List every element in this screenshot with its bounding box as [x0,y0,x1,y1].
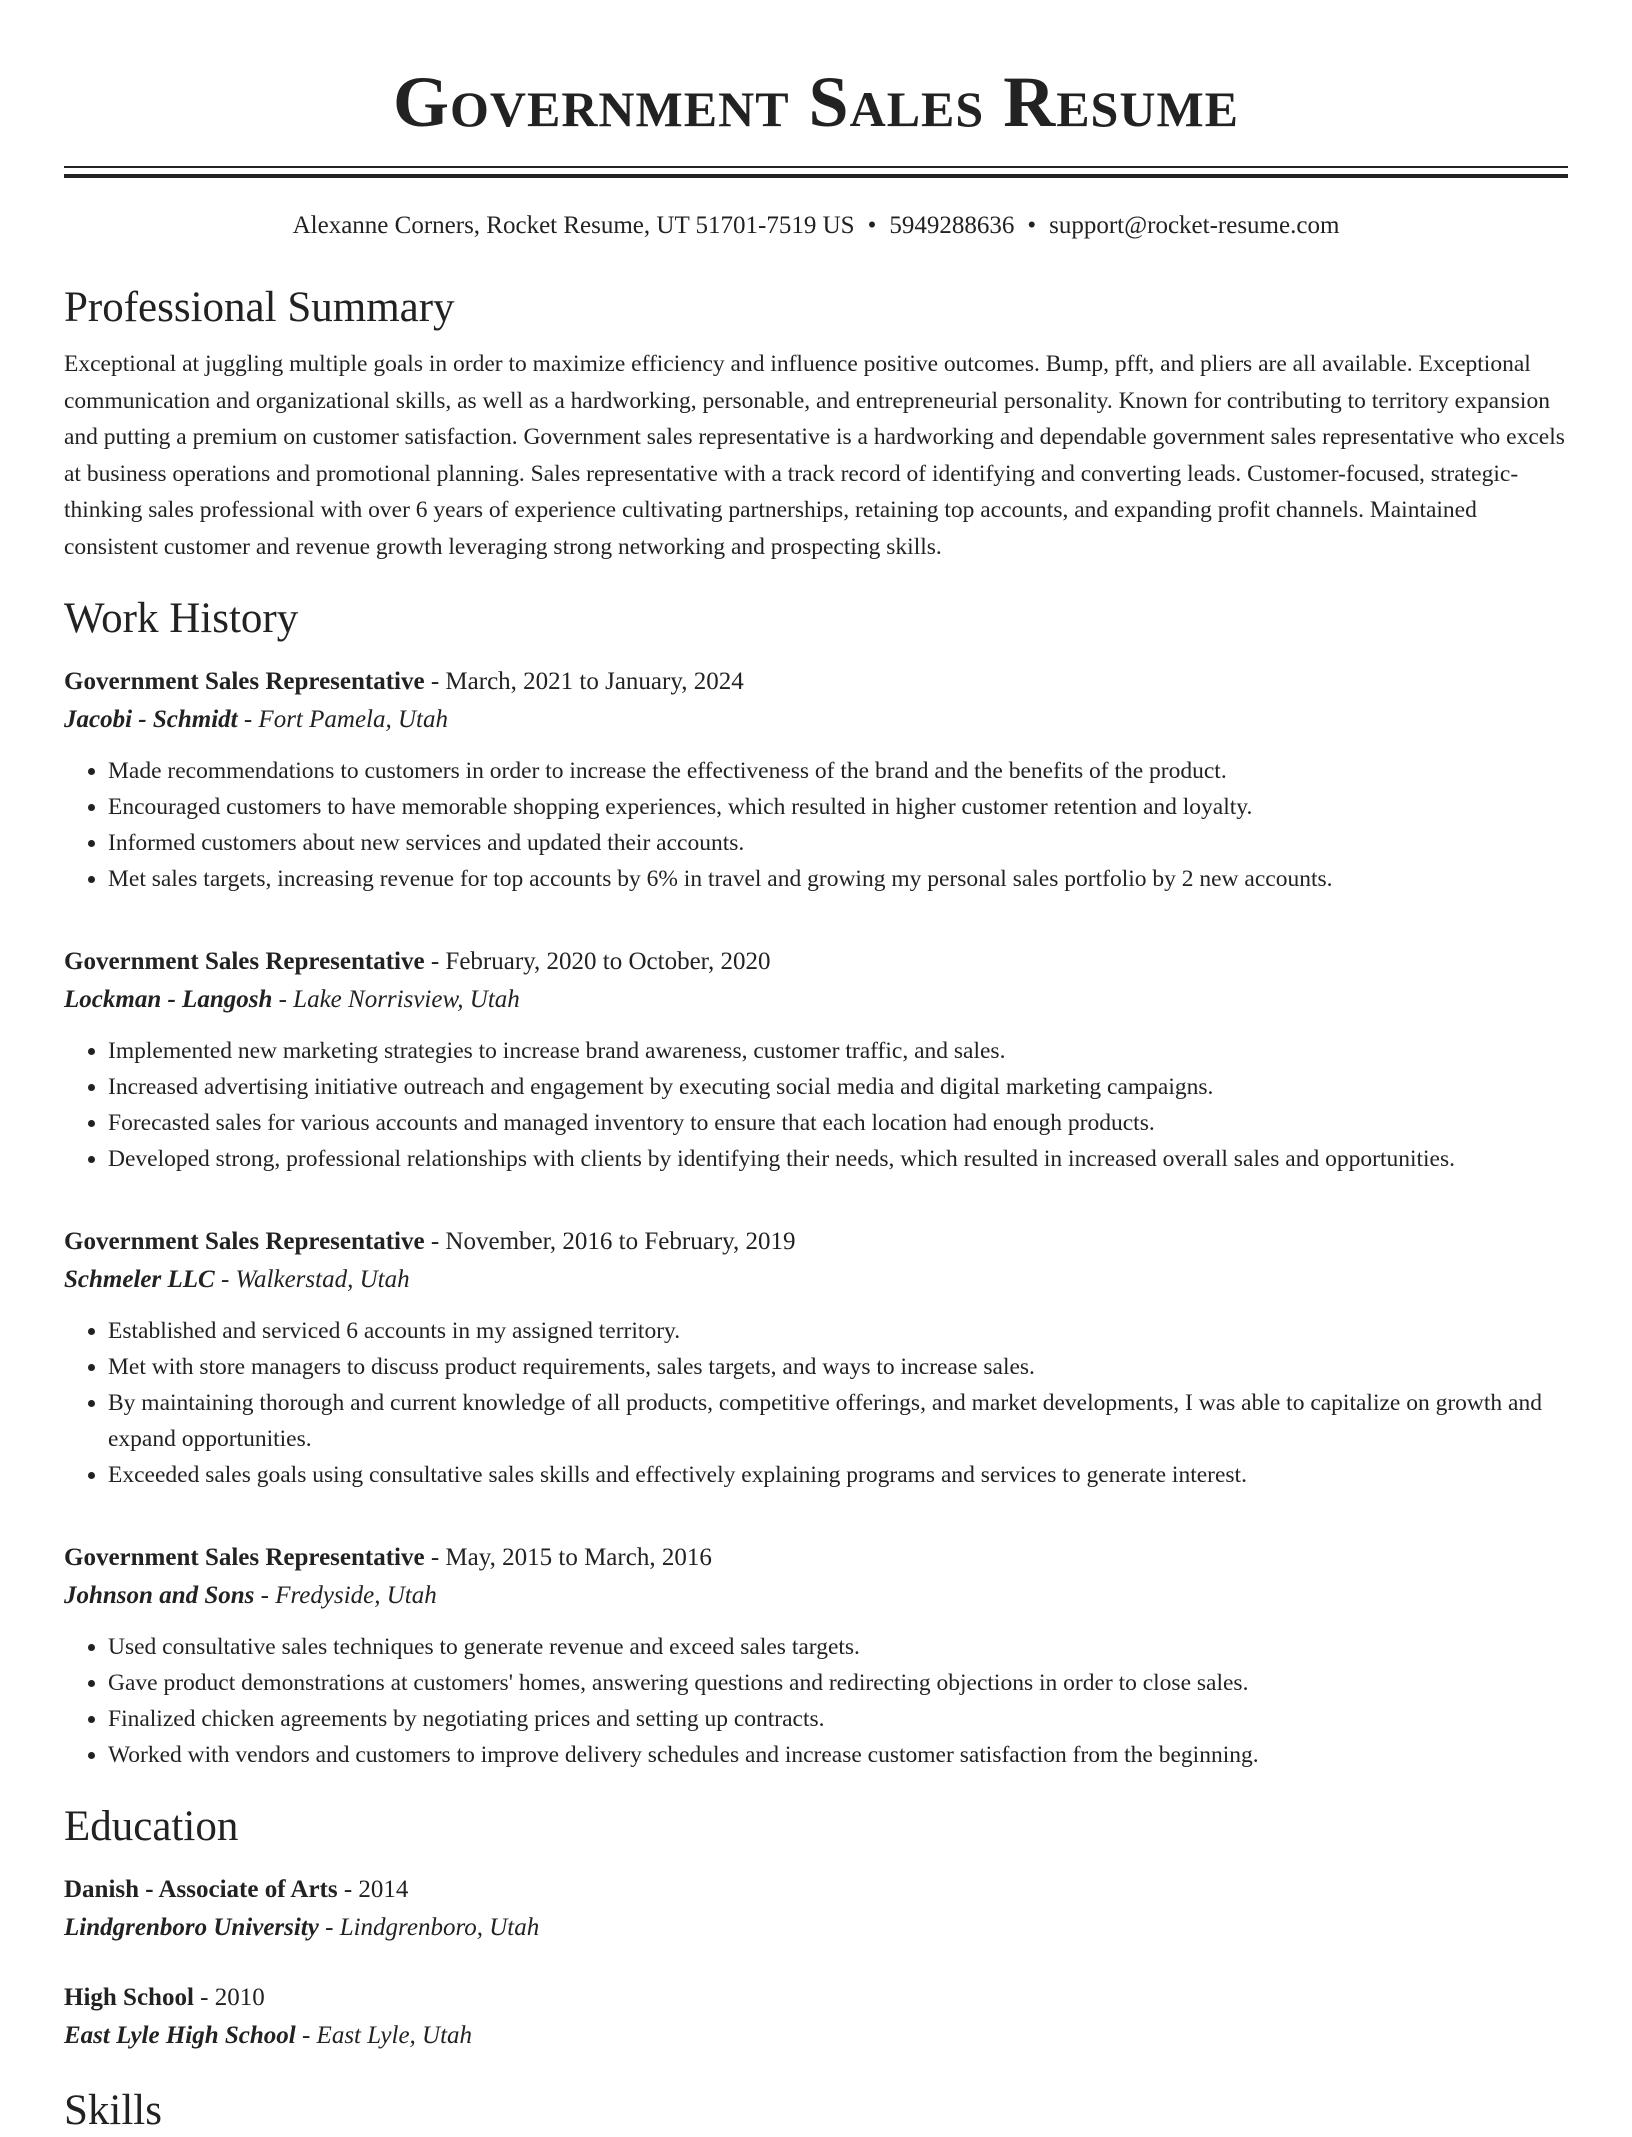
job-bullet: • Implemented new marketing strategies to increase brand awareness, customer traffic, and sales. [108,1033,1568,1069]
job-dates: - March, 2021 to January, 2024 [424,668,744,695]
job-company: Schmeler LLC [64,1266,215,1293]
education-year: - 2014 [337,1876,409,1903]
job-bullet: • Established and serviced 6 accounts in my assigned territory. [108,1313,1568,1349]
job-bullet: • Made recommendations to customers in order to increase the effectiveness of the brand and the benefits of the product. [108,753,1568,789]
education-year: - 2010 [193,1984,265,2011]
job-dates: - May, 2015 to March, 2016 [424,1544,712,1571]
job-entry [64,1223,1568,1493]
skills-heading: Skills [64,2087,162,2134]
title-divider-thin [64,166,1568,168]
job-company: Johnson and Sons [64,1582,255,1609]
job-company: Lockman - Langosh [64,986,273,1013]
job-bullet: • Informed customers about new services and updated their accounts. [108,825,1568,861]
summary-heading: Professional Summary [64,284,455,331]
job-dates: - February, 2020 to October, 2020 [424,948,771,975]
job-location: - Fort Pamela, Utah [237,706,448,733]
summary-text: Exceptional at juggling multiple goals in order to maximize efficiency and influence positive outcomes. Bump, pfft, and pliers are all available. Exceptional communication and organizational skills, as well as a hardworking, personable, and entrepreneurial personality. Known for contributing to territory expansion and putting a premium on customer satisfaction. Government sales representative is a hardworking and dependable government sales representative who excels at business operations and promotional planning. Sales representative with a track record of identifying and converting leads. Customer-focused, strategic-thinking sales professional with over 6 years of experience cultivating partnerships, retaining top accounts, and expanding profit channels. Maintained consistent customer and revenue growth leveraging strong networking and prospecting skills. [64,351,1565,560]
contact-email: support@rocket-resume.com [1049,212,1340,239]
resume-page [64,0,1568,2137]
education-degree: Danish - Associate of Arts [64,1876,338,1903]
title-divider-thick [64,174,1568,178]
education-location: - East Lyle, Utah [295,2022,473,2049]
education-location: - Lindgrenboro, Utah [318,1914,540,1941]
job-bullet: • Used consultative sales techniques to generate revenue and exceed sales targets. [108,1629,1568,1665]
job-entry [64,943,1568,1177]
job-title: Government Sales Representative [64,1544,425,1571]
education-entry [64,1871,1568,1947]
job-bullet: • Exceeded sales goals using consultative sales skills and effectively explaining programs and services to generate interest. [108,1457,1568,1493]
job-bullets [64,1313,1568,1493]
job-title: Government Sales Representative [64,1228,425,1255]
job-bullet: • Encouraged customers to have memorable shopping experiences, which resulted in higher customer retention and loyalty. [108,789,1568,825]
contact-separator: • [1027,212,1037,239]
job-company: Jacobi - Schmidt [64,706,238,733]
job-bullets [64,1629,1568,1773]
job-bullet: • Developed strong, professional relationships with clients by identifying their needs, which resulted in increased overall sales and opportunities. [108,1141,1568,1177]
work-history-section [64,593,1568,1773]
education-entry [64,1979,1568,2055]
skills-section [64,2085,1568,2137]
contact-line [64,210,1568,242]
job-bullet: • Gave product demonstrations at customers' homes, answering questions and redirecting objections in order to close sales. [108,1665,1568,1701]
contact-separator: • [867,212,877,239]
education-school: Lindgrenboro University [64,1914,319,1941]
job-dates: - November, 2016 to February, 2019 [424,1228,796,1255]
resume-title: Government Sales Resume [392,62,1240,142]
job-bullet: • By maintaining thorough and current knowledge of all products, competitive offerings, and market developments, I was able to capitalize on growth and expand opportunities. [108,1385,1568,1457]
job-entry [64,1539,1568,1773]
job-bullet: • Finalized chicken agreements by negotiating prices and setting up contracts. [108,1701,1568,1737]
job-title: Government Sales Representative [64,668,425,695]
contact-phone: 5949288636 [889,212,1015,239]
job-bullet: • Increased advertising initiative outreach and engagement by executing social media and digital marketing campaigns. [108,1069,1568,1105]
job-location: - Walkerstad, Utah [214,1266,410,1293]
job-location: - Lake Norrisview, Utah [272,986,520,1013]
job-bullet: • Forecasted sales for various accounts and managed inventory to ensure that each location had enough products. [108,1105,1568,1141]
job-bullet: • Worked with vendors and customers to improve delivery schedules and increase customer satisfaction from the beginning. [108,1737,1568,1773]
education-degree: High School [64,1984,194,2011]
job-title: Government Sales Representative [64,948,425,975]
education-heading: Education [64,1803,239,1850]
job-bullets [64,753,1568,897]
education-section [64,1801,1568,2055]
education-school: East Lyle High School [64,2022,296,2049]
work-history-heading: Work History [64,595,299,642]
summary-section [64,282,1568,565]
job-location: - Fredyside, Utah [254,1582,437,1609]
job-bullet: • Met sales targets, increasing revenue for top accounts by 6% in travel and growing my personal sales portfolio by 2 new accounts. [108,861,1568,897]
job-entry [64,663,1568,897]
job-bullet: • Met with store managers to discuss product requirements, sales targets, and ways to increase sales. [108,1349,1568,1385]
contact-address: Alexanne Corners, Rocket Resume, UT 51701-7519 US [292,212,855,239]
job-bullets [64,1033,1568,1177]
